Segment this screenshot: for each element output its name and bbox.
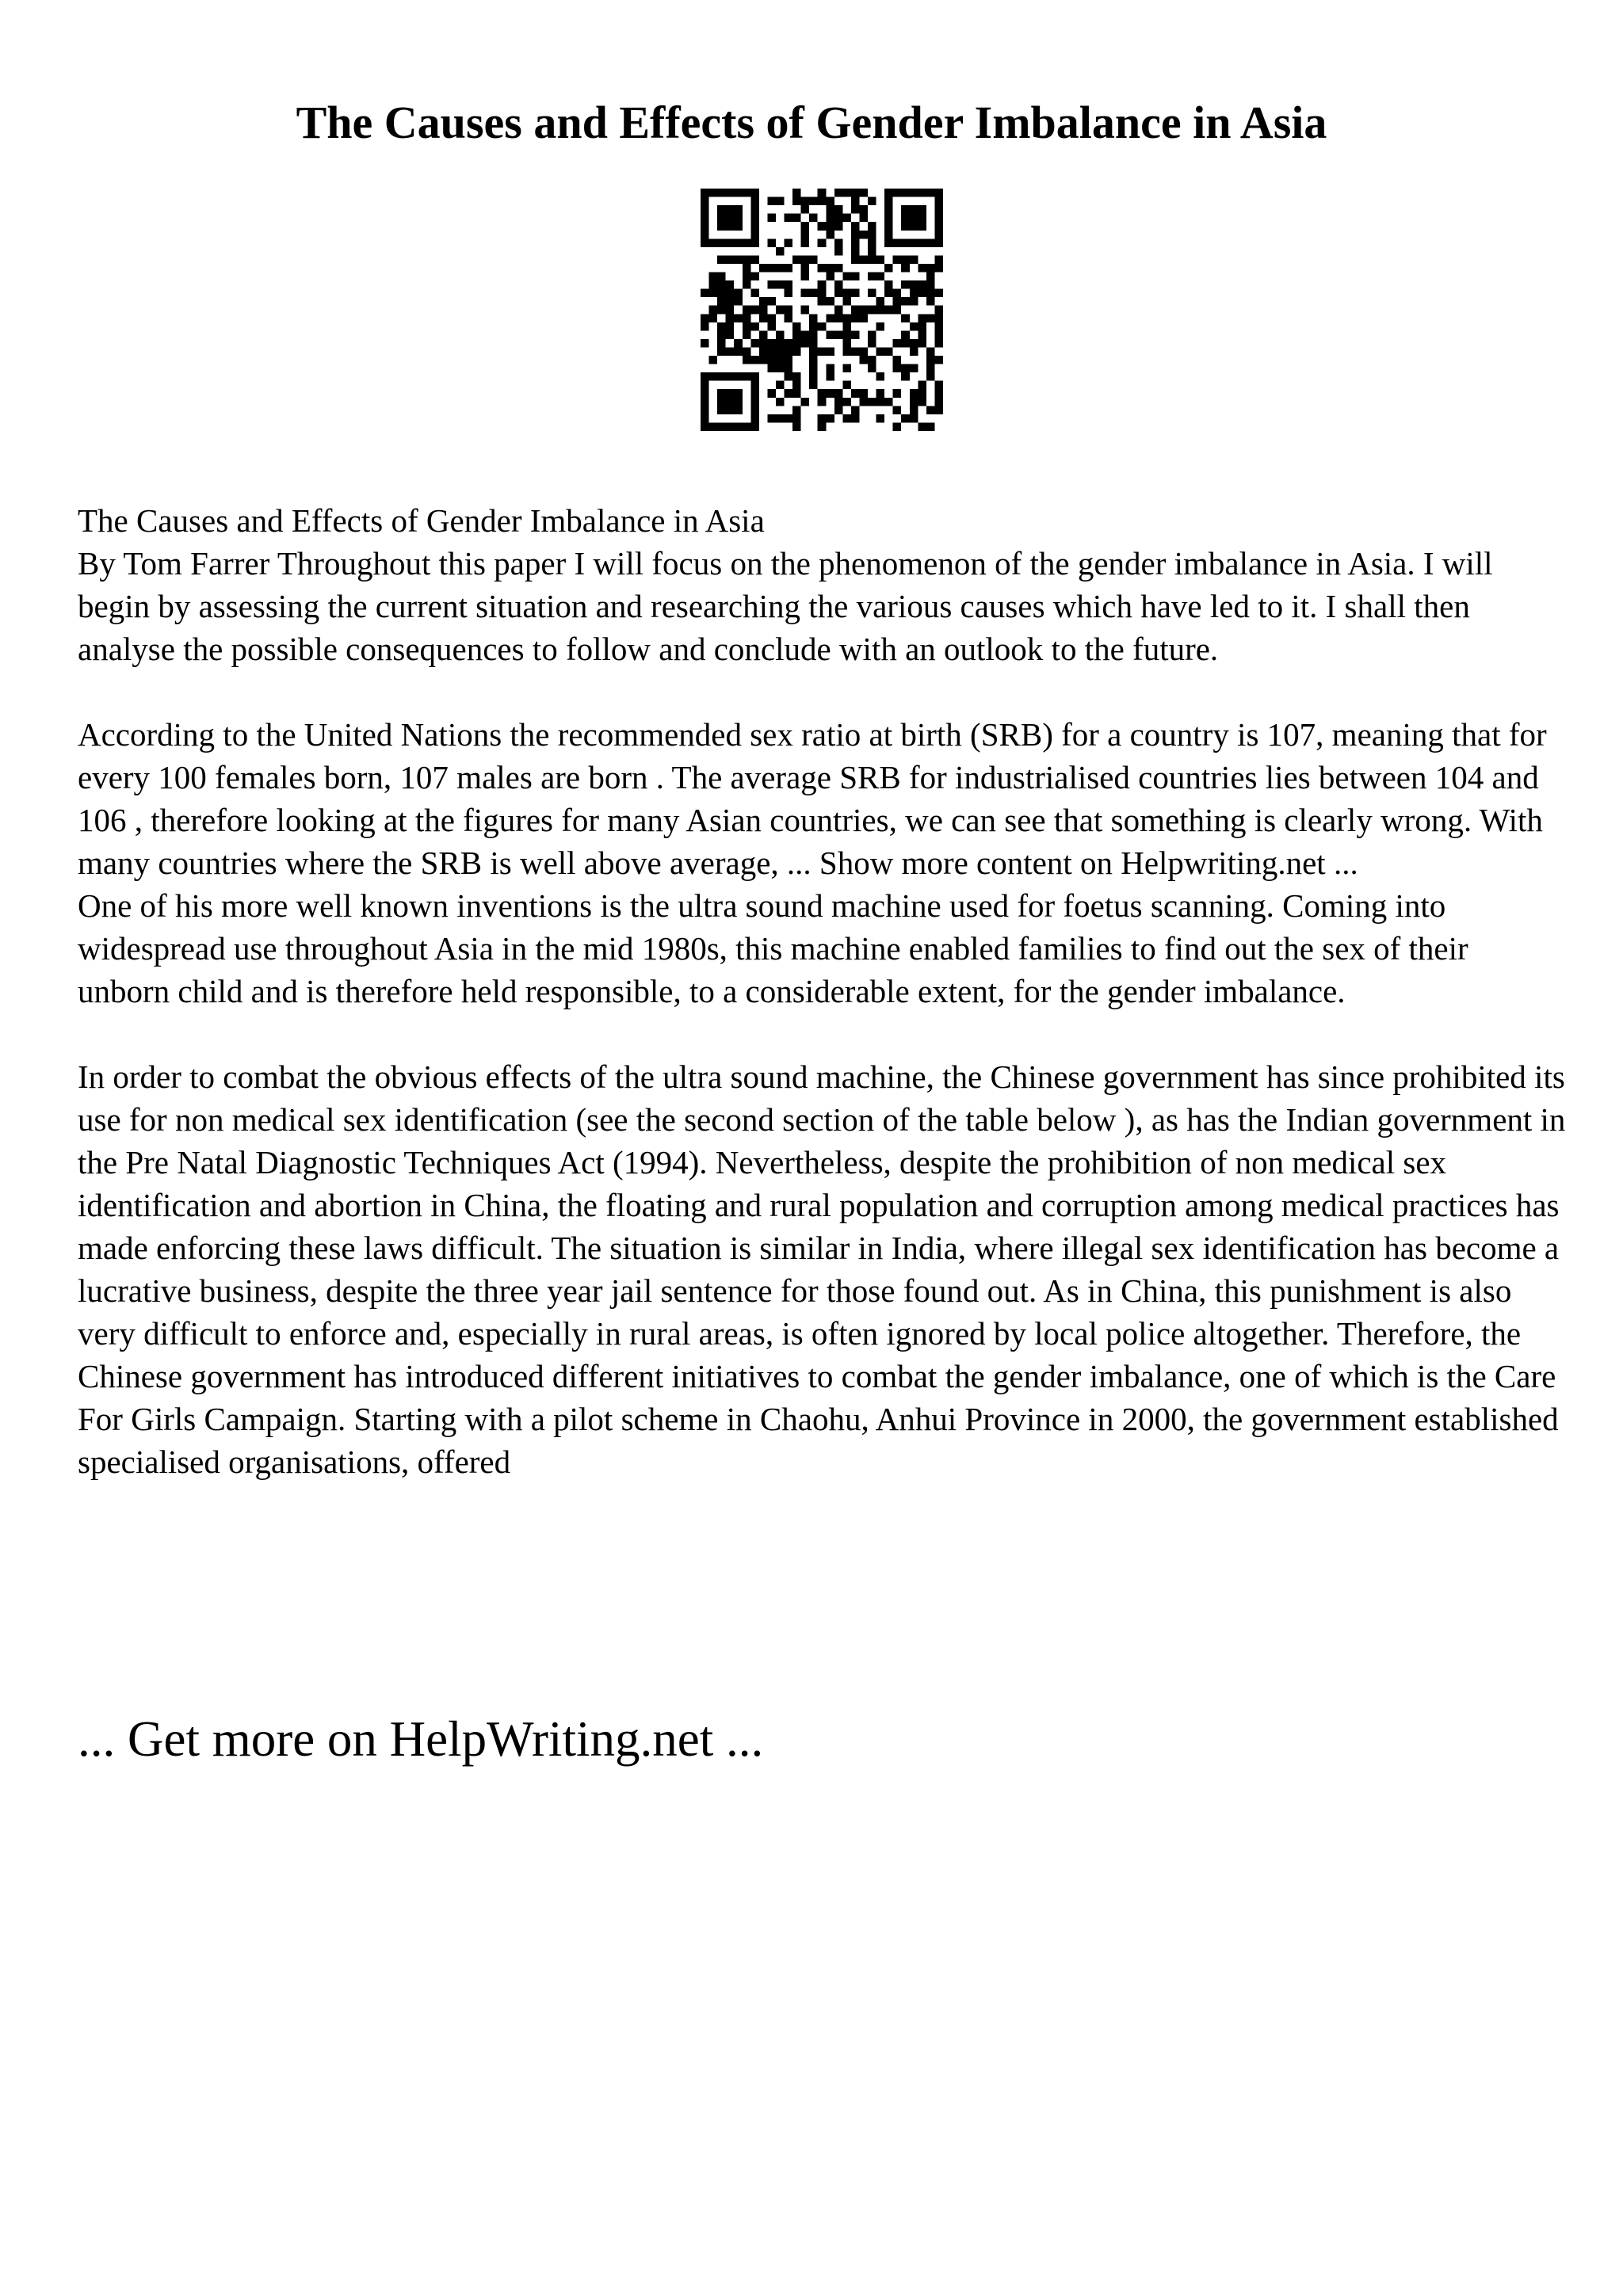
body-paragraph-government: In order to combat the obvious effects of the ultra sound machine, the Chinese government has since prohibited its use for non medical sex identification (see the second section of the table below ), as has the Indian government in the Pre Natal Diagnostic Techniques Act (1994). Nevertheless, despite the prohibition of non medical sex identification and abortion in China, the floating and rural population and corruption among medical practices has made enforcing these laws difficult. The situation is similar in India, where illegal sex identification has become a lucrative business, despite the three year jail sentence for those found out. As in China, this punishment is also very difficult to enforce and, especially in rural areas, is often ignored by local police altogether. Therefore, the Chinese government has introduced different initiatives to combat the gender imbalance, one of which is the Care For Girls Campaign. Starting with a pilot scheme in Chaohu, Anhui Province in 2000, the government established specialised organisations, offered <box>78 1058 1566 1480</box>
body-paragraph-ultrasound: One of his more well known inventions is the ultra sound machine used for foetus scanning. Coming into widespread use throughout Asia in the mid 1980s, this machine enabled families to find out the sex of their unborn child and is therefore held responsible, to a considerable extent, for the gender imbalance. <box>78 887 1468 1009</box>
paragraph-gap <box>78 670 1568 713</box>
paragraph-gap <box>78 1013 1568 1055</box>
qr-code-icon[interactable] <box>701 189 943 431</box>
body-paragraph-srb: According to the United Nations the recommended sex ratio at birth (SRB) for a country is 107, meaning that for every 100 females born, 107 males are born . The average SRB for industrialised countries lies between 104 and 106 , therefore looking at the figures for many Asian countries, we can see that something is clearly wrong. With many countries where the SRB is well above average, ... Show more content on Helpwriting.net ... <box>78 716 1547 881</box>
body-heading-line: The Causes and Effects of Gender Imbalance in Asia <box>78 502 765 539</box>
document-title: The Causes and Effects of Gender Imbalance in Asia <box>296 97 1327 148</box>
body-paragraph-intro: By Tom Farrer Throughout this paper I will focus on the phenomenon of the gender imbalance in Asia. I will begin by assessing the current situation and researching the various causes which have led to it. I shall then analyse the possible consequences to follow and conclude with an outlook to the future. <box>78 545 1493 667</box>
get-more-link[interactable]: ... Get more on HelpWriting.net ... <box>78 1711 764 1767</box>
document-body <box>78 499 1568 1483</box>
